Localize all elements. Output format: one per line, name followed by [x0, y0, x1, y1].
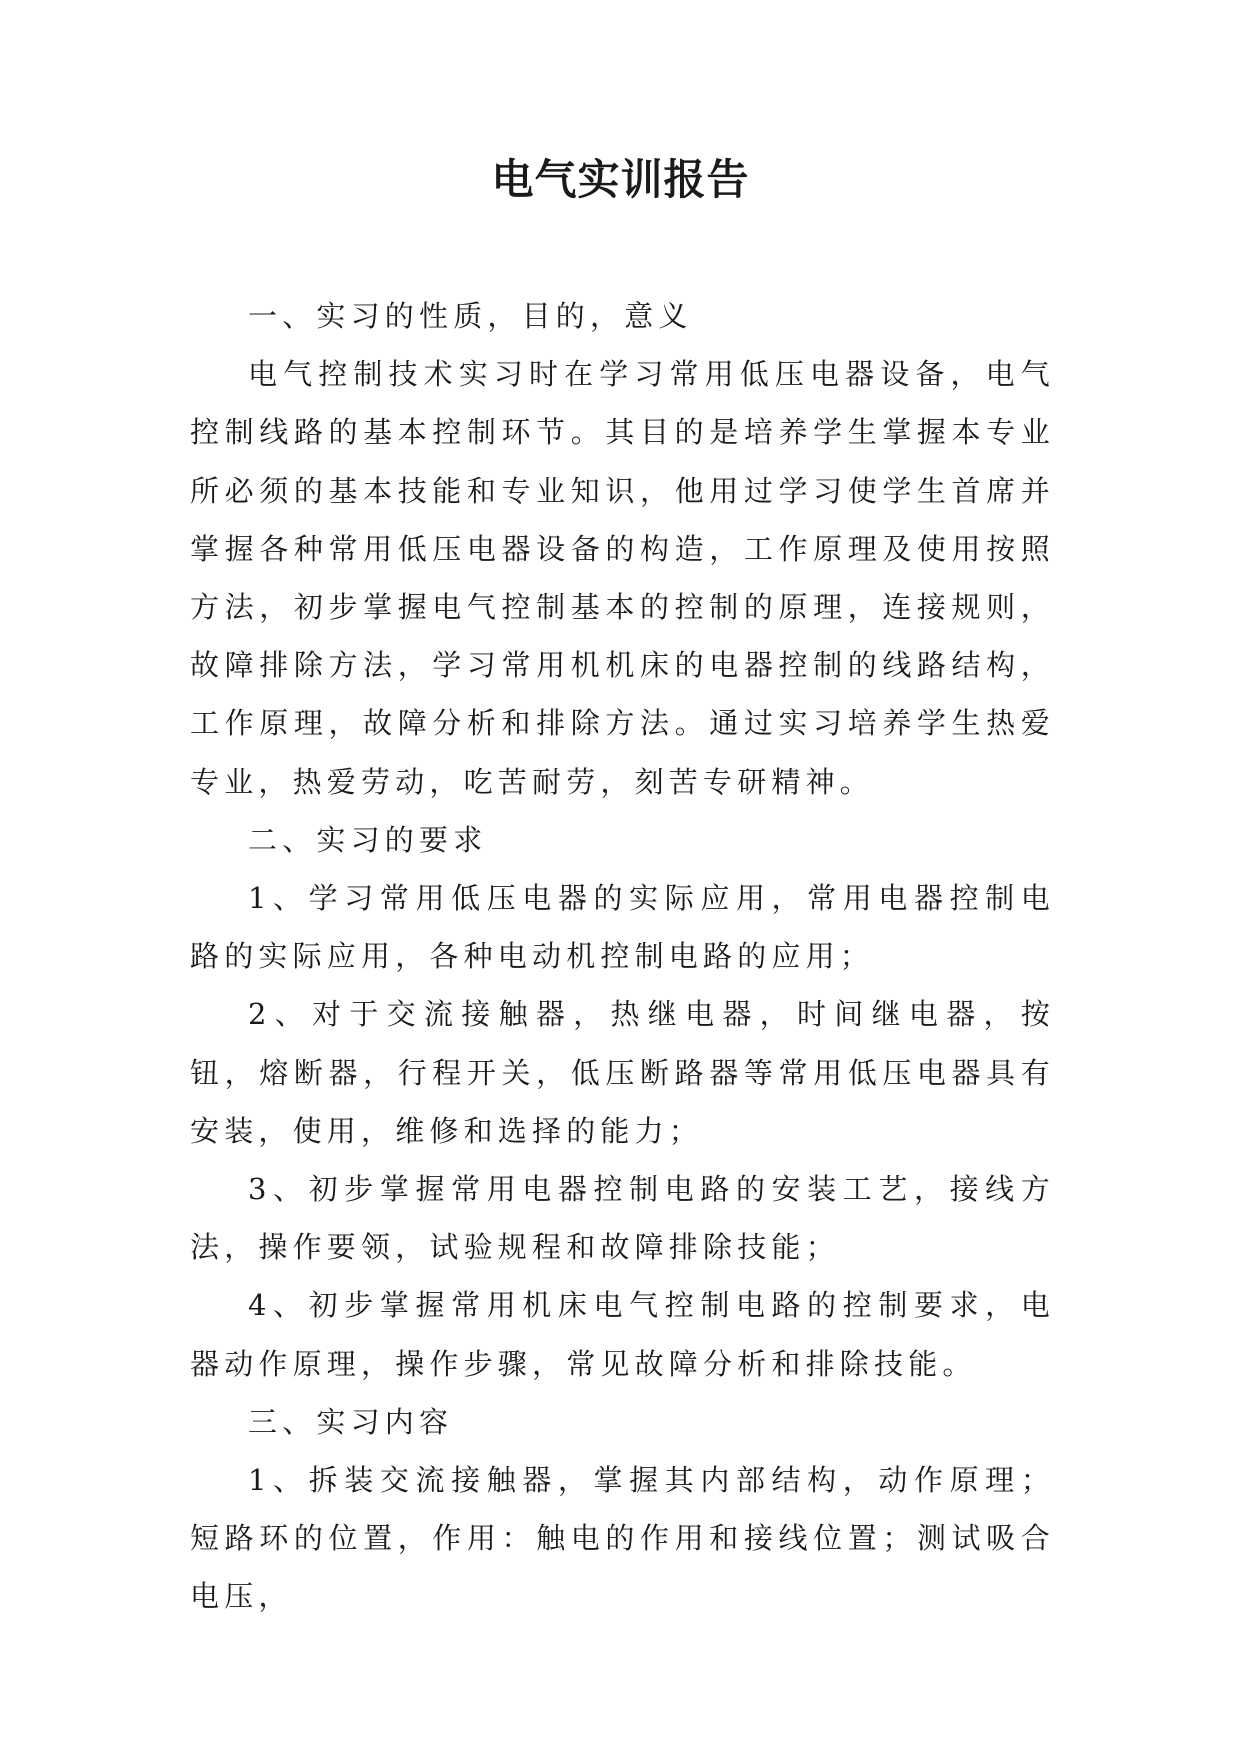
list-item: 1、学习常用低压电器的实际应用，常用电器控制电路的实际应用，各种电动机控制电路的应用；: [190, 881, 1055, 974]
list-item: 2、对于交流接触器，热继电器，时间继电器，按钮，熔断器，行程开关，低压断路器等常用低压电器具有安装，使用，维修和选择的能力；: [190, 997, 1055, 1148]
section-heading: 二、实习的要求: [248, 822, 488, 857]
list-item: 4、初步掌握常用机床电气控制电路的控制要求，电器动作原理，操作步骤，常见故障分析和排除技能。: [190, 1288, 1055, 1381]
body-paragraph: 电气控制技术实习时在学习常用低压电器设备，电气控制线路的基本控制环节。其目的是培养学生掌握本专业所必须的基本技能和专业知识，他用过学习使学生首席并掌握各种常用低压电器设备的构造，工作原理及使用按照方法，初步掌握电气控制基本的控制的原理，连接规则，故障排除方法，学习常用机机床的电器控制的线路结构，工作原理，故障分析和排除方法。通过实习培养学生热爱专业，热爱劳动，吃苦耐劳，刻苦专研精神。: [190, 357, 1055, 799]
section-heading: 三、实习内容: [248, 1404, 454, 1439]
section-heading: 一、实习的性质，目的，意义: [248, 299, 693, 333]
document-body: [190, 287, 1055, 1626]
list-item: 3、初步掌握常用电器控制电路的安装工艺，接线方法，操作要领，试验规程和故障排除技能；: [190, 1172, 1055, 1265]
document-title: 电气实训报告: [491, 155, 750, 204]
list-item: 1、拆装交流接触器，掌握其内部结构，动作原理；短路环的位置，作用：触电的作用和接线位置；测试吸合电压，: [190, 1463, 1055, 1614]
